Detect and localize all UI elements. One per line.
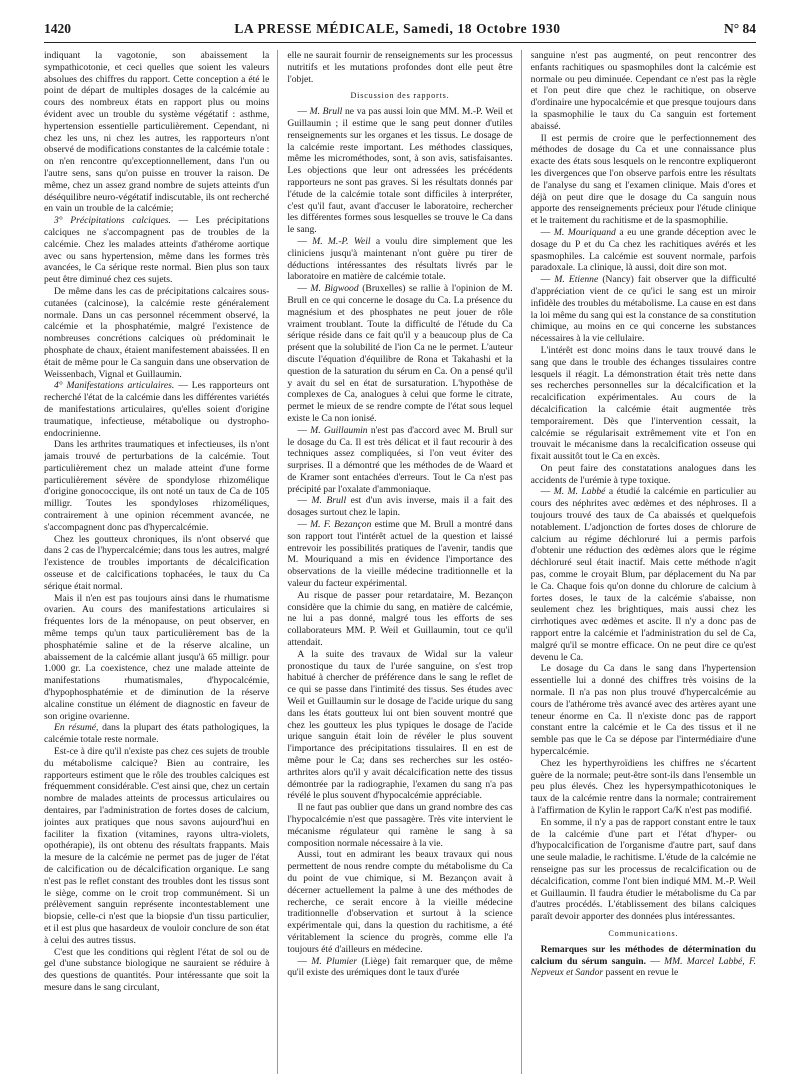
paragraph-text: Aussi, tout en admirant les beaux travaux qui nous permettent de nous rendre compte du métabolisme du Ca du point de vue chimique, si M. Bezançon avait à décerner actuellement la palme à une des méthodes de recherche, ce serait encore à la vieille médecine traditionnelle d'observation et surtout à la science expérimentale qui, dans la question du rachitisme, a été véritablement la science du progrès, comme elle l'a toujours été d'ailleurs en médecine.: [287, 849, 513, 955]
paragraph-text: De même dans les cas de précipitations calcaires sous-cutanées (calcinose), la calcémie reste généralement normale. Dans un cas personnel récemment observé, la calcémie et la phosphatémie, malgré l'existence de nombreuses concrétions calciques où prédominait le phosphate de chaux, étaient manifestement abaissées. Il en était de même pour le Ca sanguin dans une observation de Weissenbach, Vignal et Guillaumin.: [44, 285, 270, 380]
paragraph: [531, 133, 756, 227]
speaker-name: M. Brull: [309, 106, 343, 118]
paragraph-text: a étudié la calcémie en particulier au cours des néphrites avec œdèmes et des néphroses. Il a toujours trouvé des taux de Ca abaissés et quelquefois notablement. L'adjonction de fortes doses de chlorure de calcium au régime déchloruré lui a permis parfois d'obtenir une réduction des œdèmes alors que le régime déchloruré seul était inactif. Mais cette méthode n'agit pas, comme le croyait Blum, par déplacement du Na par le Ca. Chaque fois qu'on donne du chlorure de calcium à fortes doses, le taux de la calcémie s'abaisse, non seulement chez les brightiques, mais aussi chez les cirrhotiques avec œdèmes et ascite. Il n'y a donc pas de rapport entre la calcémie et l'administration du sel de Ca, malgré qu'il se montre efficace. On ne peut dire ce qu'est devenu le Ca.: [530, 486, 756, 663]
speaker-name: M. F. Bezançon: [310, 519, 372, 531]
issue-number: N° 84: [723, 21, 756, 36]
paragraph-text: A la suite des travaux de Widal sur la valeur pronostique du taux de l'urée sanguine, on s'est trop habitué à chercher de préférence dans le sang le reflet de ce qui se passe dans l'intimité des tissus. Ses études avec Weil et Guillaumin sur le dosage de l'acide urique du sang dans les états goutteux lui ont bien souvent montré que chez les goutteux les plus typiques le dosage de l'acide urique sanguin était loin de révéler le plus souvent l'importance des précipitations tissulaires. Il en est de même pour le Ca; dans ses recherches sur les ostéo-arthrites alors qu'il y avait décalcification nette des tissus démontrée par la radiographie, l'examen du sang n'a pas révélé le plus souvent d'hypocalcémie appréciable.: [287, 648, 513, 802]
paragraph-text: On peut faire des constatations analogues dans les accidents de l'urémie à type toxique.: [530, 462, 756, 486]
speaker-name: M. M.-P. Weil: [312, 235, 371, 247]
paragraph-lead: En résumé,: [54, 722, 99, 734]
paragraph: [44, 746, 269, 947]
paragraph-text: Il est permis de croire que le perfectionnement des méthodes de dosage du Ca et une connaissance plus exacte des états sous lesquels on le rencontre expliqueront les divergences que l'on observe parfois entre les résultats de l'analyse du sang et l'examen clinique. Mais d'ores et déjà on peut dire que le dosage du Ca sanguin nous apporte des renseignements précieux pour l'étude clinique et le traitement du rachitisme et de la spasmophilie.: [530, 132, 756, 227]
paragraph: [531, 758, 756, 817]
paragraph: [287, 802, 512, 849]
page-header: [44, 16, 756, 42]
paragraph: — M. M. Labbé a étudié la calcémie en particulier au cours des néphrites avec œdèmes et des néphroses. Il a toujours trouvé des taux de Ca abaissés et quelquefois notablement. L'adjonction de fortes doses de chlorure de calcium au régime déchloruré lui a permis parfois d'obtenir une réduction des œdèmes alors que le régime déchloruré seul était inactif. Mais cette méthode n'agit pas, comme le croyait Blum, par déplacement du Na par le Ca. Chaque fois qu'on donne du chlorure de calcium à fortes doses, le taux de la calcémie s'abaisse, non seulement chez les brightiques, mais aussi chez les cirrhotiques avec œdèmes et ascite. Il n'y a donc pas de rapport entre la calcémie et l'administration du sel de Ca, malgré qu'il se montre efficace. On ne peut dire ce qu'est devenu le Ca.: [530, 486, 756, 663]
speaker-name: MM. Marcel Labbé, F. Nepveux et Sandor: [530, 955, 756, 979]
paragraph-text: passent en revue le: [603, 967, 679, 979]
paragraph-text: Mais il n'en est pas toujours ainsi dans le rhumatisme ovarien. Au cours des manifestations articulaires si fréquentes lors de la ménopause, on peut observer, en même temps qu'un taux particulièrement bas de la phosphatémie saline et de la réserve alcaline, un abaissement de la calcémie allant jusqu'à 65 milligr. pour 1.000 gr. La coexistence, chez une malade atteinte de manifestations rhumatismales, d'hypocalcémie, d'hypophosphatémie et de diminution de la réserve alcaline constitue un élément de diagnostic en faveur de son origine ovarienne.: [44, 592, 270, 722]
paragraph-text: — Les précipitations calciques ne s'accompagnent pas de troubles de la calcémie. Chez les malades atteints d'athérome aortique avec ou sans hypertension, même dans les formes très avancées, le Ca sérique reste normal. Bien plus son taux peut être diminué chez ces sujets.: [44, 215, 270, 286]
paragraph: — M. Guillaumin n'est pas d'accord avec M. Brull sur le dosage du Ca. Il est très délicat et il faut recourir à des techniques assez compliquées, si l'on veut éviter des surprises. Il a démontré que les méthodes de de Waard et de Kramer sont entachées d'erreurs. Tout le Ca n'est pas précipité par l'oxalate d'ammoniaque.: [287, 424, 513, 495]
paragraph-text: Il ne faut pas oublier que dans un grand nombre des cas l'hypocalcémie n'est que passagère. Très vite intervient le mécanisme régulateur qui ramène le sang à sa composition normale nécessaire à la vie.: [287, 802, 513, 849]
speaker-name: M. Etienne: [554, 274, 599, 286]
paragraph-text: Chez les goutteux chroniques, ils n'ont observé que dans 2 cas de l'hypercalcémie; dans tous les autres, malgré l'existence de troubles importants de décalcification osseuse et de calcifications tophacées, le taux du Ca sérique était normal.: [44, 533, 270, 592]
paragraph-text: Au risque de passer pour retardataire, M. Bezançon considère que la chimie du sang, en matière de calcémie, ne lui a pas donné, malgré tous les efforts de ses collaborateurs MM. P. Weil et Guillaumin, tout ce qu'il attendait.: [287, 589, 513, 649]
paragraph-text: n'est pas d'accord avec M. Brull sur le dosage du Ca. Il est très délicat et il faut recourir à des techniques assez compliquées, si l'on veut éviter des surprises. Il a démontré que les méthodes de de Waard et de Kramer sont entachées d'erreurs. Tout le Ca n'est pas précipité par l'oxalate d'ammoniaque.: [287, 424, 513, 495]
paragraph: [531, 817, 756, 923]
paragraph-lead: 3° Précipitations calciques.: [54, 215, 171, 227]
column-1: [44, 50, 278, 1074]
paragraph-text: a eu une grande déception avec le dosage du P et du Ca chez les rachitiques avérés et les spasmophiles. La calcémie est souvent normale, parfois paradoxale. La clinique, là aussi, doit dire son mot.: [530, 226, 756, 274]
column-2: [287, 50, 521, 1074]
speaker-name: M. Mouriquand: [553, 226, 616, 238]
paragraph: [44, 593, 269, 723]
paragraph: [531, 463, 756, 487]
paragraph-text: est d'un avis inverse, mais il a fait des dosages surtout chez le lapin.: [287, 495, 513, 519]
paragraph-text: En somme, il n'y a pas de rapport constant entre le taux de la calcémie d'une part et l'état d'hyper- ou d'hypocalcification de l'organisme d'autre part, sauf dans une seule maladie, le rachitisme. L'étude de la calcémie ne renseigne pas sur les processus de recalcification ou de décalcification, comme l'ont bien indiqué MM. M.-P. Weil et Guillaumin. Il faudra étudier le métabolisme du Ca par d'autres procédés. L'établissement des bilans calciques paraît devoir apporter des données plus intéressantes.: [530, 816, 756, 923]
paragraph: [287, 649, 512, 802]
paragraph: [531, 663, 756, 757]
page-number: 1420: [44, 21, 71, 36]
paragraph-text: (Nancy) fait observer que la difficulté d'appréciation vient de ce qu'ici le sang est un miroir infidèle des troubles du métabolisme. La cause en est dans la loi même du sang qui est la constance de sa constitution chimique, au moins en ce qui concerne les substances nécessaires à la vie cellulaire.: [530, 274, 756, 345]
paragraph-text: ne va pas aussi loin que MM. M.-P. Weil et Guillaumin ; il estime que le sang peut donner d'utiles renseignements sur les organes et les tissus. Le dosage de la calcémie reste important. Les méthodes classiques, même les microméthodes, sont, à son avis, satisfaisantes. Les objections que leur ont adressées les précédents rapporteurs ne sont pas graves. Si les résultats donnés par l'étude de la calcémie totale sont difficiles à interpréter, c'est qu'il faut, avant d'accuser le laboratoire, rechercher les différentes formes sous lesquelles se trouve le Ca dans le sang.: [287, 106, 513, 236]
paragraph: — M. Mouriquand a eu une grande déception avec le dosage du P et du Ca chez les rachitiques avérés et les spasmophiles. La calcémie est souvent normale, parfois paradoxale. La clinique, là aussi, doit dire son mot.: [530, 226, 756, 274]
paragraph: [287, 590, 512, 649]
paragraph-text: Chez les hyperthyroïdiens les chiffres ne s'écartent guère de la normale; peut-être sont-ils dans l'ensemble un peu plus élevés. Chez les hypersympathicotoniques le taux de la calcémie rentre dans la normale; contrairement à l'affirmation de Kylin le rapport Ca/K n'est pas modifié.: [530, 757, 756, 816]
paragraph-text: elle ne saurait fournir de renseignements sur les processus nutritifs et les mutations profondes dont elle peut être l'objet.: [287, 50, 513, 85]
paragraph-text: — Les rapporteurs ont recherché l'état de la calcémie dans les différentes variétés de manifestations articulaires, qu'elles soient d'origine traumatique, infectieuse, métabolique ou dystropho-endocrinienne.: [44, 380, 270, 439]
paragraph: [44, 50, 269, 215]
section-heading: Communications.: [608, 928, 679, 938]
speaker-name: M. Guillaumin: [310, 424, 368, 436]
paragraph: — M. Bigwood (Bruxelles) se rallie à l'opinion de M. Brull en ce qui concerne le dosage du Ca. La présence du magnésium et des phosphates ne peut jouer de rôle vraiment troublant. Toute la difficulté de l'étude du Ca sérique réside dans ce fait qu'il y a beaucoup plus de Ca présent que la solubilité de l'ion Ca ne le permet. L'auteur discute l'équation d'équilibre de Rona et Takahashi et la question de la saturation du sérum en Ca. On a pensé qu'il y avait du sel en état de sursaturation. L'hypothèse de complexes de Ca, analogues à celui que forme le citrate, permet le mieux de se rendre compte de l'état sous lequel existe le Ca non ionisé.: [287, 283, 513, 424]
paragraph: — M. M.-P. Weil a voulu dire simplement que les cliniciens jusqu'à maintenant n'ont guère pu tirer de déductions intéressantes des résultats livrés par le laboratoire en matière de calcémie totale.: [287, 235, 513, 283]
paragraph-text: estime que M. Brull a montré dans son rapport tout l'intérêt actuel de la question et laissé entrevoir les possibilités pratiques de l'avenir, tandis que M. Mouriquand a mis en évidence l'importance des observations de la vieille médecine traditionnelle et la valeur du facteur expérimental.: [287, 519, 513, 590]
paragraph-text: Est-ce à dire qu'il n'existe pas chez ces sujets de trouble du métabolisme calcique? Bien au contraire, les rapporteurs estiment que le rôle des troubles calciques est fréquemment considérable. C'est ainsi que, chez un certain nombre de malades atteints de processus articulaires ou dentaires, par l'administration de fortes doses de calcium, jointes aux pratiques que nous savons aujourd'hui en faciliter la fixation (vitamines, rayons ultra-violets, opothérapie), ils ont obtenu des résultats frappants. Mais la mesure de la calcémie ne permet pas de juger de l'état de calcification ou de décalcification organique. Le sang n'est pas le reflet constant des troubles dont les tissus sont le siège, comme on le croit trop communément. Si un prélèvement sanguin représente incontestablement une biopsie, celle-ci n'est que la biopsie d'un tissu particulier, et il est plus que hasardeux de vouloir conclure de son état à celui des autres tissus.: [44, 746, 270, 946]
paragraph-text: a voulu dire simplement que les cliniciens jusqu'à maintenant n'ont guère pu tirer de déductions intéressantes des résultats livrés par le laboratoire en matière de calcémie totale.: [287, 235, 513, 283]
paragraph: [44, 380, 269, 439]
speaker-name: M. M. Labbé: [553, 486, 606, 498]
paragraph: [44, 722, 269, 746]
paragraph: [44, 947, 269, 994]
paragraph: Remarques sur les méthodes de détermination du calcium du sérum sanguin. — MM. Marcel Labbé, F. Nepveux et Sandor passent en revue le: [530, 943, 756, 979]
paragraph-text: (Bruxelles) se rallie à l'opinion de M. Brull en ce qui concerne le dosage du Ca. La présence du magnésium et des phosphates ne peut jouer de rôle vraiment troublant. Toute la difficulté de l'étude du Ca sérique réside dans ce fait qu'il y a beaucoup plus de Ca présent que la solubilité de l'ion Ca ne le permet. L'auteur discute l'équation d'équilibre de Rona et Takahashi et la question de la saturation du sérum en Ca. On a pensé qu'il y avait du sel en état de sursaturation. L'hypothèse de complexes de Ca, analogues à celui que forme le citrate, permet le mieux de se rendre compte de l'état sous lequel existe le Ca non ionisé.: [287, 283, 513, 424]
paragraph-text: C'est que les conditions qui règlent l'état de sol ou de gel d'une substance biologique ne sauraient se réduire à des questions de quantités. Pour intéressante que soit la mesure dans le sang circulant,: [44, 946, 270, 993]
paragraph: — M. Brull ne va pas aussi loin que MM. M.-P. Weil et Guillaumin ; il estime que le sang peut donner d'utiles renseignements sur les organes et les tissus. Le dosage de la calcémie reste important. Les méthodes classiques, même les microméthodes, sont, à son avis, satisfaisantes. Les objections que leur ont adressées les précédents rapporteurs ne sont pas graves. Si les résultats donnés par l'étude de la calcémie totale sont difficiles à interpréter, c'est qu'il faut, avant d'accuser le laboratoire, rechercher les différentes formes sous lesquelles se trouve le Ca dans le sang.: [287, 106, 513, 236]
journal-title: LA PRESSE MÉDICALE, Samedi, 18 Octobre 1930: [234, 21, 561, 36]
speaker-name: M. Brull: [311, 495, 347, 507]
paragraph: [44, 215, 269, 286]
speaker-name: M. Bigwood: [310, 283, 359, 295]
paragraph-text: Le dosage du Ca dans le sang dans l'hypertension essentielle lui a donné des chiffres très voisins de la normale. Il n'a pas non plus trouvé d'hypercalcémie au cours de l'athérome très avancé avec des artères ayant une teneur énorme en Ca. Il n'existe donc pas de rapport constant entre la calcémie et le Ca des tissus et il ne semble pas que le Ca se dépose par l'intermédiaire d'une hypercalcémie.: [530, 663, 756, 758]
paragraph-text: L'intérêt est donc moins dans le taux trouvé dans le sang que dans le trouble des échanges tissulaires contre lesquels il réagit. La démonstration était très nette dans ses recherches personnelles sur la décalcification et la recalcification expérimentales. Au cours de la décalcification la calcémie était augmentée très temporairement. Dès que l'intervention cessait, la calcémie se régularisait extrêmement vite et l'on en trouvait le mécanisme dans la recalcification osseuse qui fixait aussitôt tout le Ca en excès.: [530, 344, 756, 463]
paragraph-text: Dans les arthrites traumatiques et infectieuses, ils n'ont jamais trouvé de perturbations de la calcémie. Tout particulièrement chez un malade atteint d'une forme particulièrement sévère de spondylose rhizomélique d'origine gonococcique, ils ont noté un taux de Ca de 105 milligr. Toutes les spondyloses rhizoméliques, contrairement à une opinion récemment avancée, ne s'accompagnent donc pas d'hypercalcémie.: [44, 439, 270, 533]
paragraph-text: (Liège) fait remarquer que, de même qu'il existe des urémiques dont le taux d'urée: [287, 955, 513, 979]
paragraph: — M. Etienne (Nancy) fait observer que la difficulté d'appréciation vient de ce qu'ici le sang est un miroir infidèle des troubles du métabolisme. La cause en est dans la loi même du sang qui est la constance de sa constitution chimique, au moins en ce qui concerne les substances nécessaires à la vie cellulaire.: [530, 274, 756, 345]
paragraph-text: dans la plupart des états pathologiques, la calcémie totale reste normale.: [44, 722, 270, 746]
paragraph: — M. Plumier (Liège) fait remarquer que, de même qu'il existe des urémiques dont le taux d'urée: [287, 955, 513, 979]
communication-title: Remarques sur les méthodes de détermination du calcium du sérum sanguin.: [530, 943, 756, 967]
paragraph: [44, 534, 269, 593]
column-3: [531, 50, 756, 1074]
paragraph: [287, 50, 512, 85]
paragraph: [44, 439, 269, 533]
paragraph-text: indiquant la vagotonie, son abaissement la sympathicotonie, et ceci quelles que soient les valeurs absolues des chiffres du rapport. Cette conception a été le point de départ de multiples dosages de la calcémie au cours des nombreux états en rapport plus ou moins évident avec un trouble du système végétatif : asthme, hypertension essentielle particulièrement. Cependant, ni chez les uns, ni chez les autres, les rapporteurs n'ont observé de modifications constantes de la calcémie totale : on n'en rencontre qu'exceptionnellement, dans l'un ou l'autre sens, sans qu'on puisse en trouver la raison. De même, chez un assez grand nombre de sujets atteints d'un déséquilibre neuro-végétatif indiscutable, ils ont recherché en vain un trouble de la calcémie;: [44, 50, 270, 215]
paragraph: [531, 345, 756, 463]
speaker-name: M. Plumier: [311, 955, 358, 967]
paragraph-lead: 4° Manifestations articulaires.: [54, 380, 175, 392]
paragraph: [44, 286, 269, 380]
article-columns: [44, 50, 756, 1074]
paragraph: [531, 50, 756, 133]
paragraph-text: sanguine n'est pas augmenté, on peut rencontrer des enfants rachitiques ou spasmophiles dont la calcémie est normale ou peu diminuée. Cependant ce n'est pas la règle et l'on peut dire que chez le rachitique, on observe d'ordinaire une hypocalcémie et que presque toujours dans la spasmophilie le taux du Ca sanguin est fortement abaissé.: [530, 50, 756, 132]
section-heading: Discussion des rapports.: [350, 91, 450, 101]
paragraph: [287, 849, 512, 955]
paragraph: — M. Brull est d'un avis inverse, mais il a fait des dosages surtout chez le lapin.: [287, 495, 513, 519]
paragraph: — M. F. Bezançon estime que M. Brull a montré dans son rapport tout l'intérêt actuel de la question et laissé entrevoir les possibilités pratiques de l'avenir, tandis que M. Mouriquand a mis en évidence l'importance des observations de la vieille médecine traditionnelle et la valeur du facteur expérimental.: [287, 519, 513, 590]
header-rule: [44, 42, 756, 43]
